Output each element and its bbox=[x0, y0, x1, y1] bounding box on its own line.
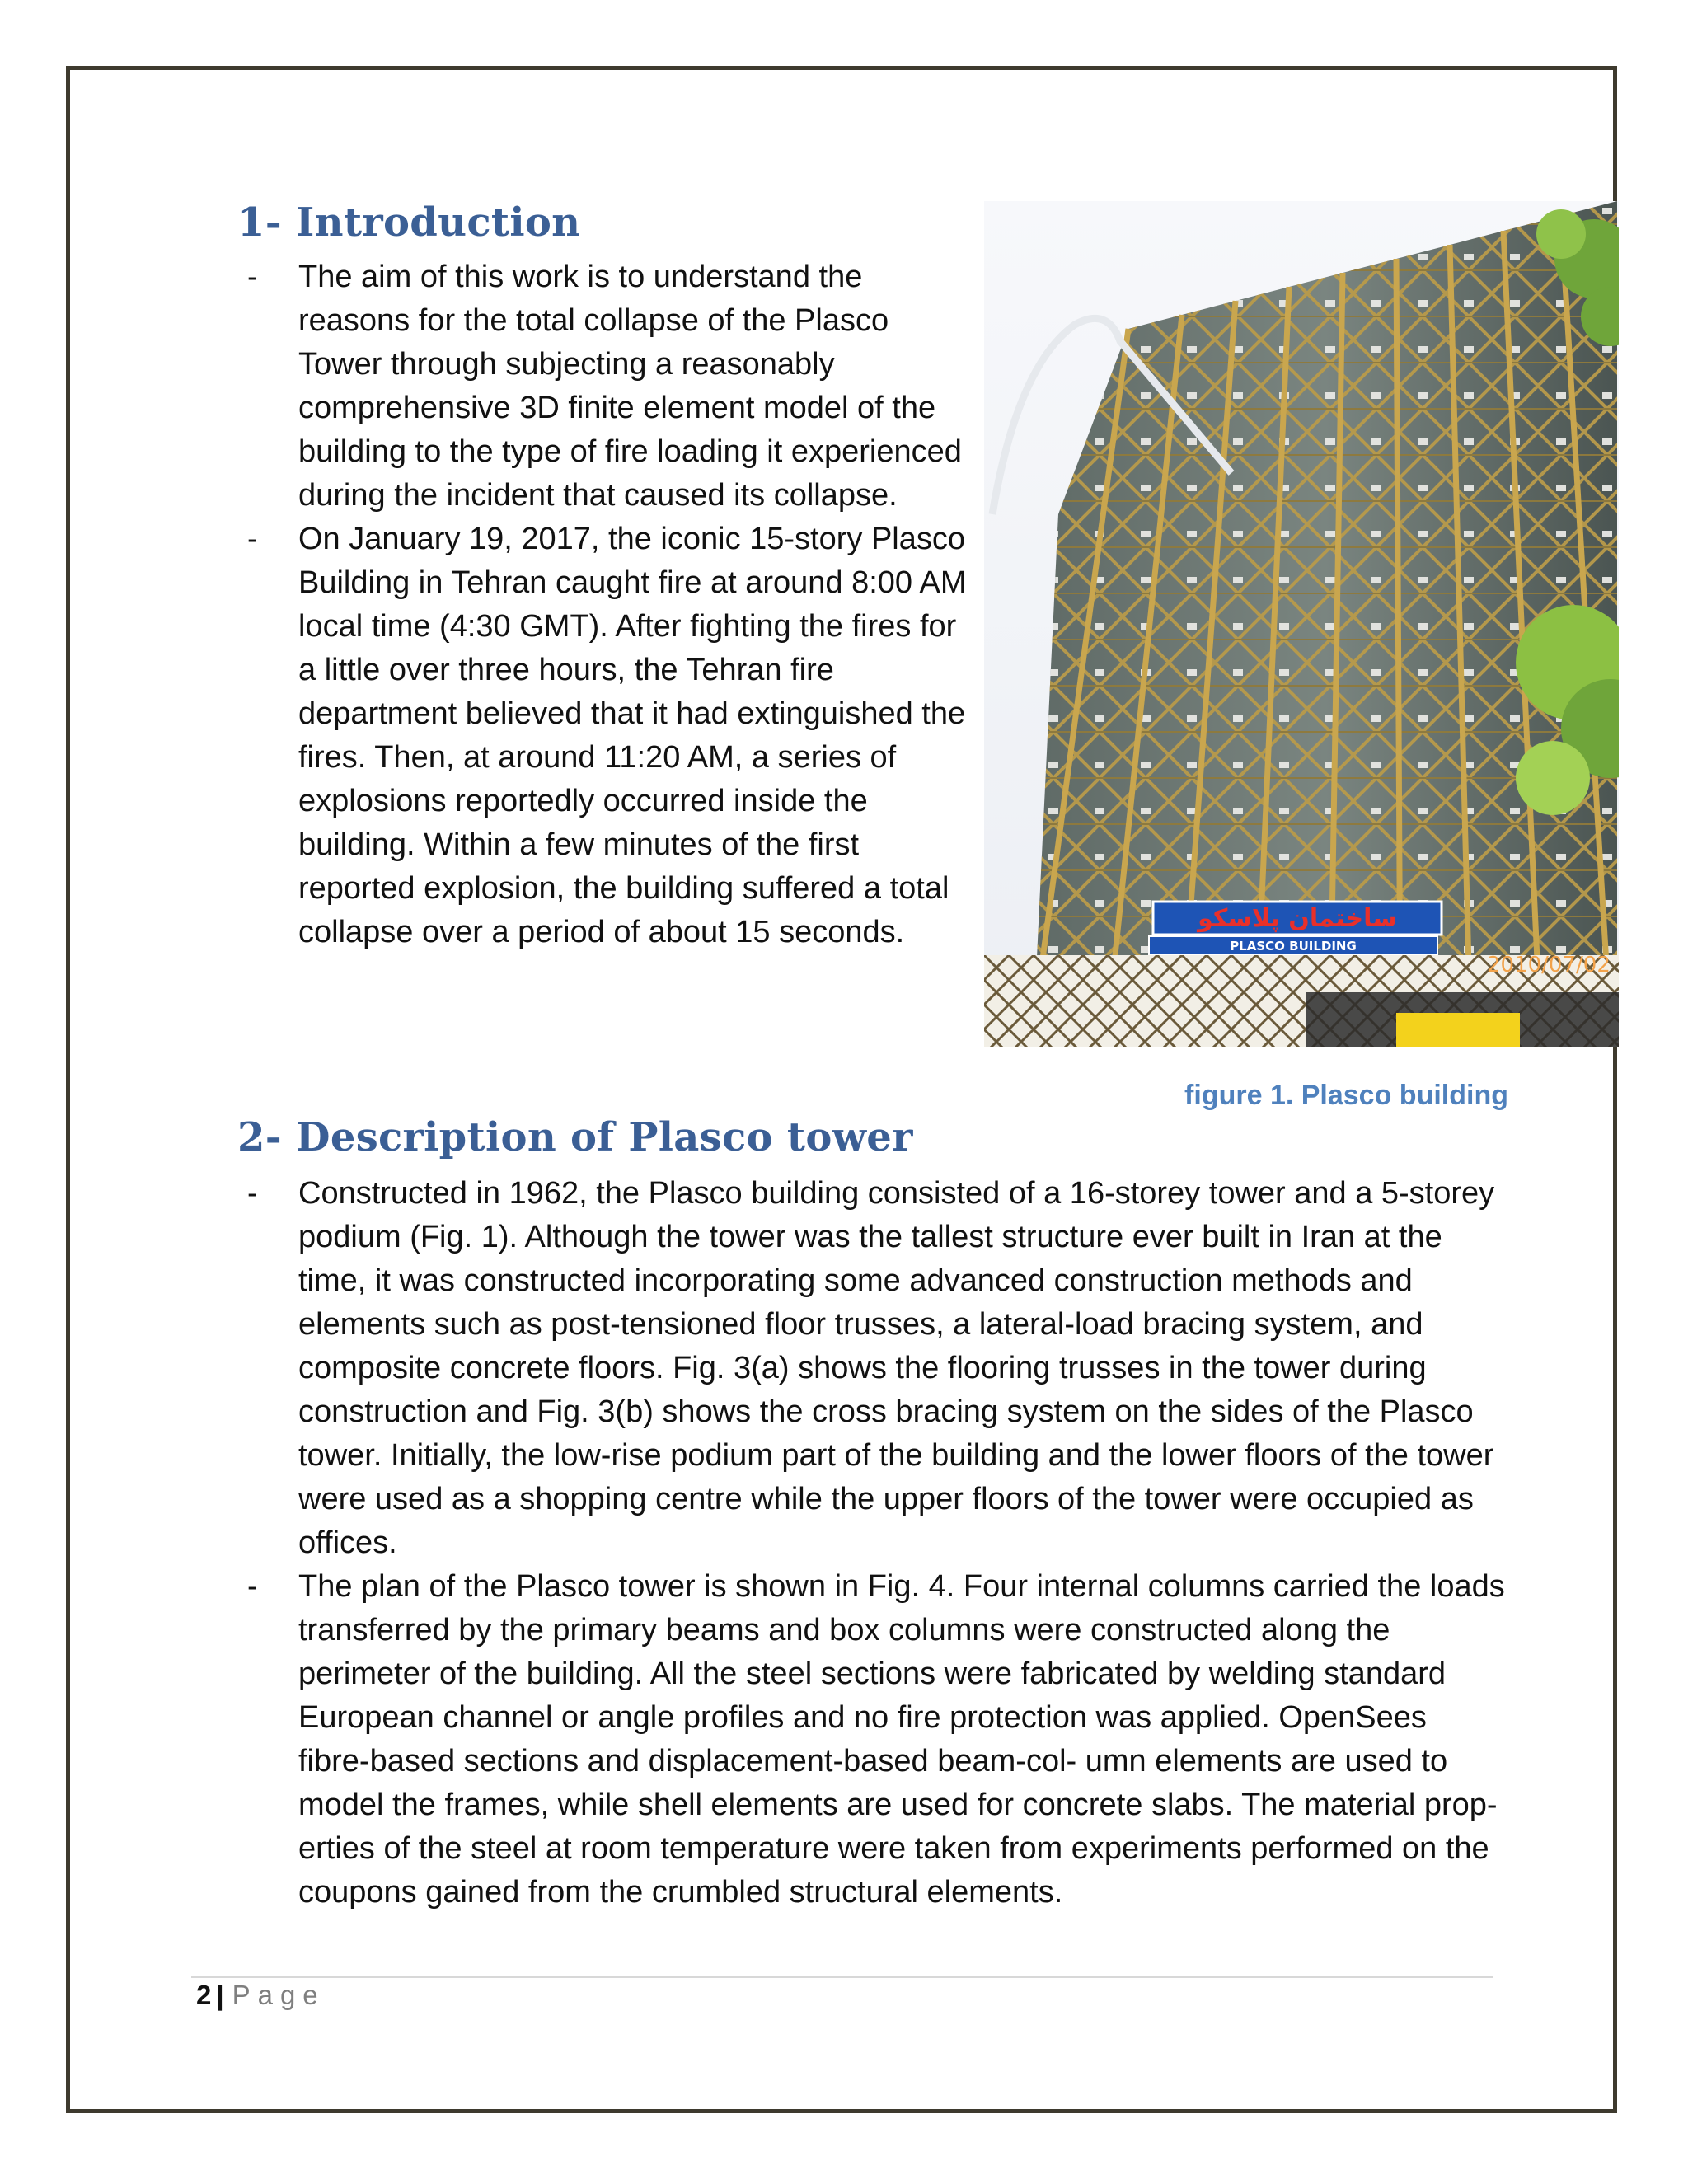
sign-english-text: PLASCO BUILDING bbox=[1230, 939, 1357, 954]
bullet-text: Constructed in 1962, the Plasco building consisted of a 16-storey tower and a 5-storey podium (Fig. 1). Although the tower was the tallest structure ever built in Iran at the time, it was constructed incorporating some advanced construction methods and elements such as post-tensioned floor trusses, a lateral-load bracing system, and composite concrete floors. Fig. 3(a) shows the flooring trusses in the tower during construction and Fig. 3(b) shows the cross bracing system on the sides of the Plasco tower. Initially, the low-rise podium part of the building and the lower floors of the tower were used as a shopping centre while the upper floors of the tower were occupied as offices. bbox=[298, 1176, 1495, 1560]
introduction-bullet-list bbox=[237, 255, 971, 954]
bullet-text: The aim of this work is to understand the reasons for the total collapse of the Plasco Tower through subjecting a reasonably comprehensive 3D finite element model of the building to the type of fire loading it experienced during the incident that caused its collapse. bbox=[298, 260, 962, 513]
bullet-marker: - bbox=[247, 1569, 258, 1604]
page-label: Page bbox=[232, 1980, 326, 2010]
list-item bbox=[237, 1172, 1507, 1565]
footer-separator: | bbox=[216, 1980, 224, 2010]
plasco-building-photo bbox=[984, 201, 1619, 1047]
description-bullet-list bbox=[237, 1172, 1507, 1915]
bullet-marker: - bbox=[247, 260, 258, 294]
description-heading: 2- Description of Plasco tower bbox=[237, 1114, 913, 1160]
bullet-marker: - bbox=[247, 522, 258, 556]
bullet-marker: - bbox=[247, 1176, 258, 1211]
page-footer bbox=[196, 1980, 326, 2011]
bullet-text: The plan of the Plasco tower is shown in Fig. 4. Four internal columns carried the loads transferred by the primary beams and box columns were constructed along the perimeter of the building. All the steel sections were fabricated by welding standard European channel or angle profiles and no fire protection was applied. OpenSees fibre-based sections and displacement-based beam-col- umn elements are used to model the frames, while shell elements are used for concrete slabs. The material prop- erties of the steel at room temperature were taken from experiments performed on the coupons gained from the crumbled structural elements. bbox=[298, 1569, 1505, 1910]
introduction-heading: 1- Introduction bbox=[237, 199, 581, 246]
sign-persian-text: ساختمان پلاسکو bbox=[1198, 904, 1397, 933]
page-number: 2 bbox=[196, 1980, 212, 2010]
list-item bbox=[237, 1565, 1507, 1915]
figure-caption: figure 1. Plasco building bbox=[1184, 1080, 1508, 1111]
bullet-text: On January 19, 2017, the iconic 15-story Plasco Building in Tehran caught fire at around 8:00 AM local time (4:30 GMT). After fighting the fires for a little over three hours, the Tehran fire department believed that it had extinguished the fires. Then, at around 11:20 AM, a series of explosions reportedly occurred inside the building. Within a few minutes of the first reported explosion, the building suffered a total collapse over a period of about 15 seconds. bbox=[298, 522, 967, 949]
list-item bbox=[237, 255, 971, 518]
footer-divider bbox=[191, 1976, 1493, 1978]
list-item bbox=[237, 518, 971, 954]
photo-date-stamp: 2010/07/02 bbox=[1487, 953, 1611, 977]
